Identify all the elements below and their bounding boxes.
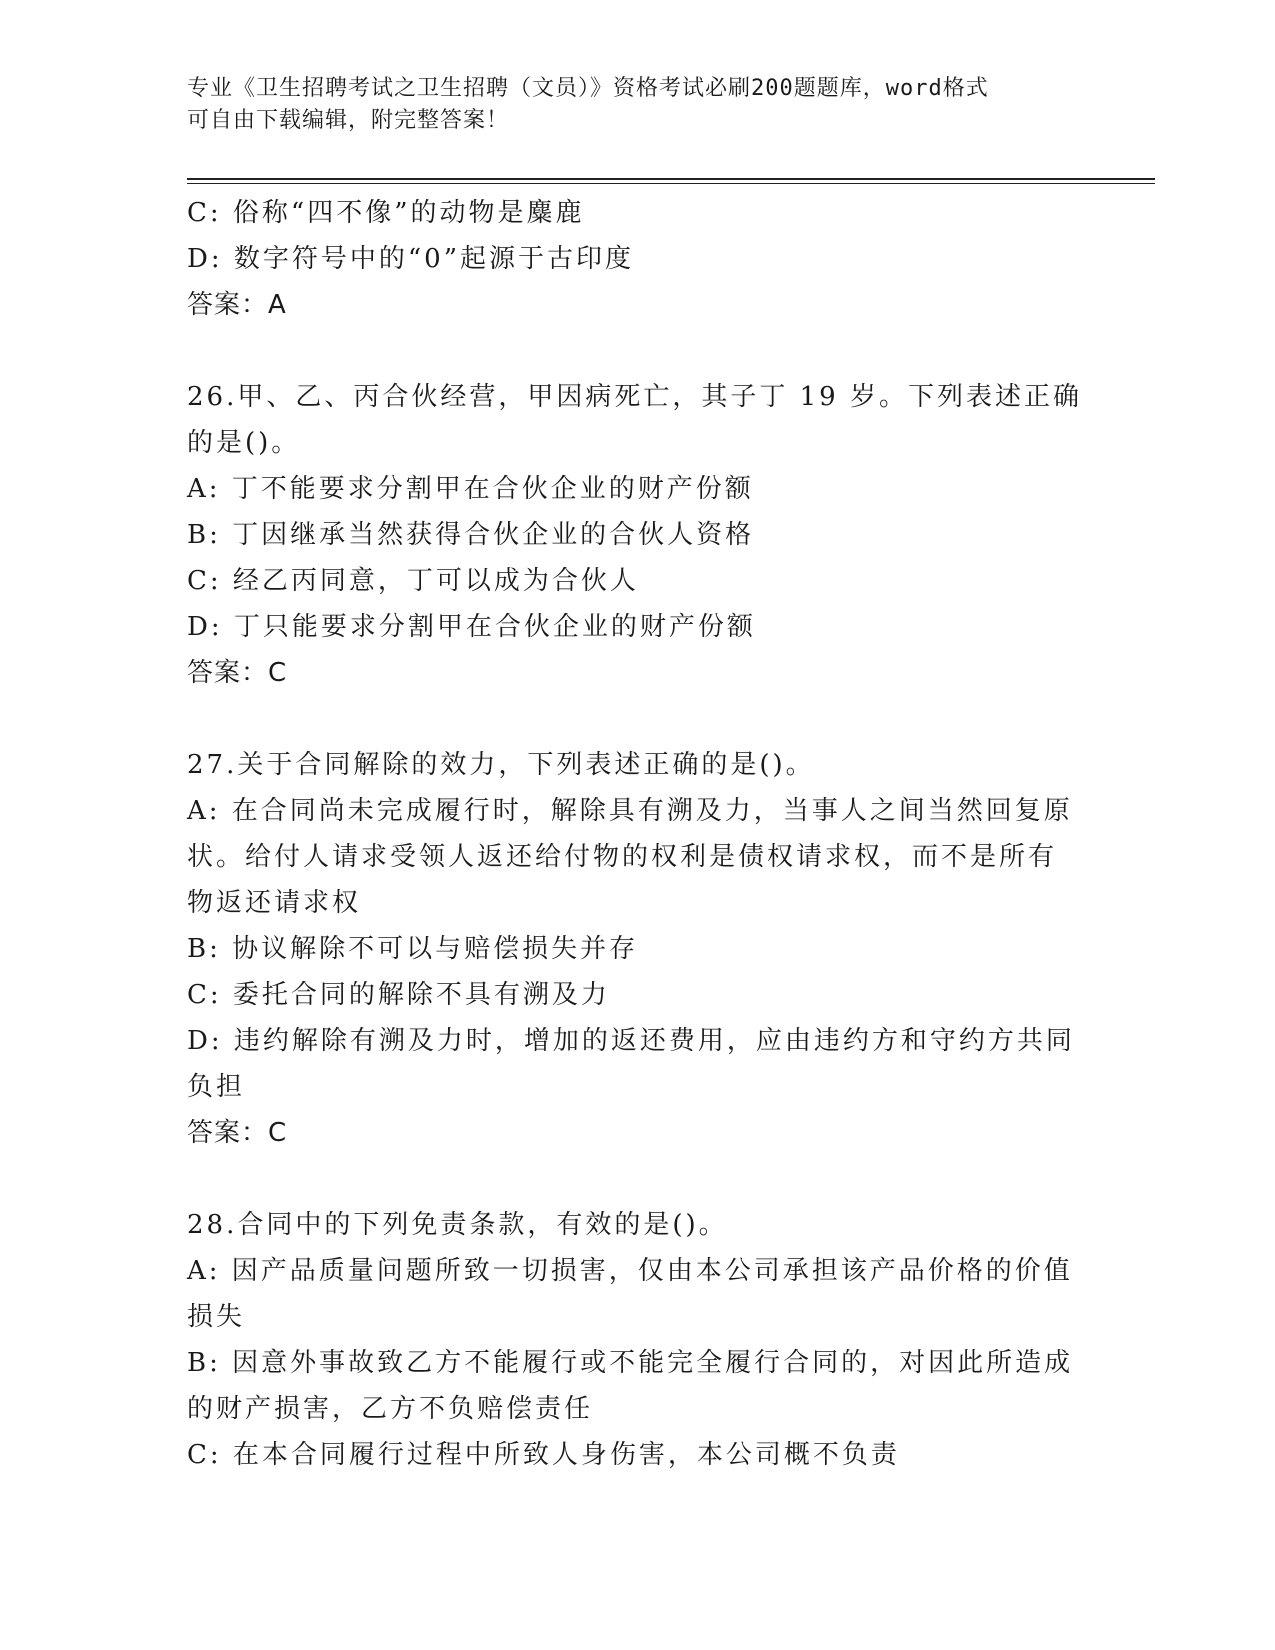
q27-stem-line-1: 27.关于合同解除的效力，下列表述正确的是()。 <box>187 750 815 780</box>
q28-option-a-line-1: A: 因产品质量问题所致一切损害，仅由本公司承担该产品价格的价值 <box>187 1256 1073 1286</box>
header-line-1: 专业《卫生招聘考试之卫生招聘（文员）》资格考试必刷200题题库，word格式 <box>187 76 989 101</box>
question-28 <box>187 1202 1087 1478</box>
question-27 <box>187 742 1087 1156</box>
prev-option-c: C: 俗称“四不像”的动物是麋鹿 <box>187 198 585 228</box>
q27-option-b: B: 协议解除不可以与赔偿损失并存 <box>187 934 639 964</box>
q27-option-c: C: 委托合同的解除不具有溯及力 <box>187 980 610 1010</box>
q27-option-a-line-1: A: 在合同尚未完成履行时，解除具有溯及力，当事人之间当然回复原 <box>187 796 1073 826</box>
header-line-2: 可自由下载编辑，附完整答案！ <box>187 108 510 133</box>
q26-answer: 答案：C <box>187 658 288 688</box>
spacer <box>187 696 1087 742</box>
q27-option-a-line-2: 状。给付人请求受领人返还给付物的权利是债权请求权，而不是所有 <box>187 842 1058 872</box>
q26-option-d: D: 丁只能要求分割甲在合伙企业的财产份额 <box>187 612 756 642</box>
q27-answer: 答案：C <box>187 1118 288 1148</box>
q28-option-b-line-1: B: 因意外事故致乙方不能履行或不能完全履行合同的，对因此所造成 <box>187 1348 1074 1378</box>
q26-option-b: B: 丁因继承当然获得合伙企业的合伙人资格 <box>187 520 755 550</box>
question-26 <box>187 374 1087 696</box>
q28-option-b-line-2: 的财产损害，乙方不负赔偿责任 <box>187 1394 594 1424</box>
q27-option-d-line-2: 负担 <box>187 1072 246 1102</box>
q28-option-a-line-2: 损失 <box>187 1302 246 1332</box>
q27-option-d-line-1: D: 违约解除有溯及力时，增加的返还费用，应由违约方和守约方共同 <box>187 1026 1075 1056</box>
q28-option-c: C: 在本合同履行过程中所致人身伤害，本公司概不负责 <box>187 1440 900 1470</box>
q26-option-a: A: 丁不能要求分割甲在合伙企业的财产份额 <box>187 474 754 504</box>
q26-stem-line-1: 26.甲、乙、丙合伙经营，甲因病死亡，其子丁 19 岁。下列表述正确 <box>187 382 1082 412</box>
q26-option-c: C: 经乙丙同意，丁可以成为合伙人 <box>187 566 639 596</box>
q28-stem-line-1: 28.合同中的下列免责条款，有效的是()。 <box>187 1210 728 1240</box>
prev-option-d: D: 数字符号中的“0”起源于古印度 <box>187 244 634 274</box>
prev-answer: 答案：A <box>187 290 287 320</box>
q27-option-a-line-3: 物返还请求权 <box>187 888 362 918</box>
document-header <box>187 73 1087 137</box>
header-divider-thick <box>187 178 1155 180</box>
q26-stem-line-2: 的是()。 <box>187 428 301 458</box>
question-list <box>187 190 1087 1478</box>
header-divider-thin <box>187 183 1155 184</box>
spacer <box>187 328 1087 374</box>
spacer <box>187 1156 1087 1202</box>
